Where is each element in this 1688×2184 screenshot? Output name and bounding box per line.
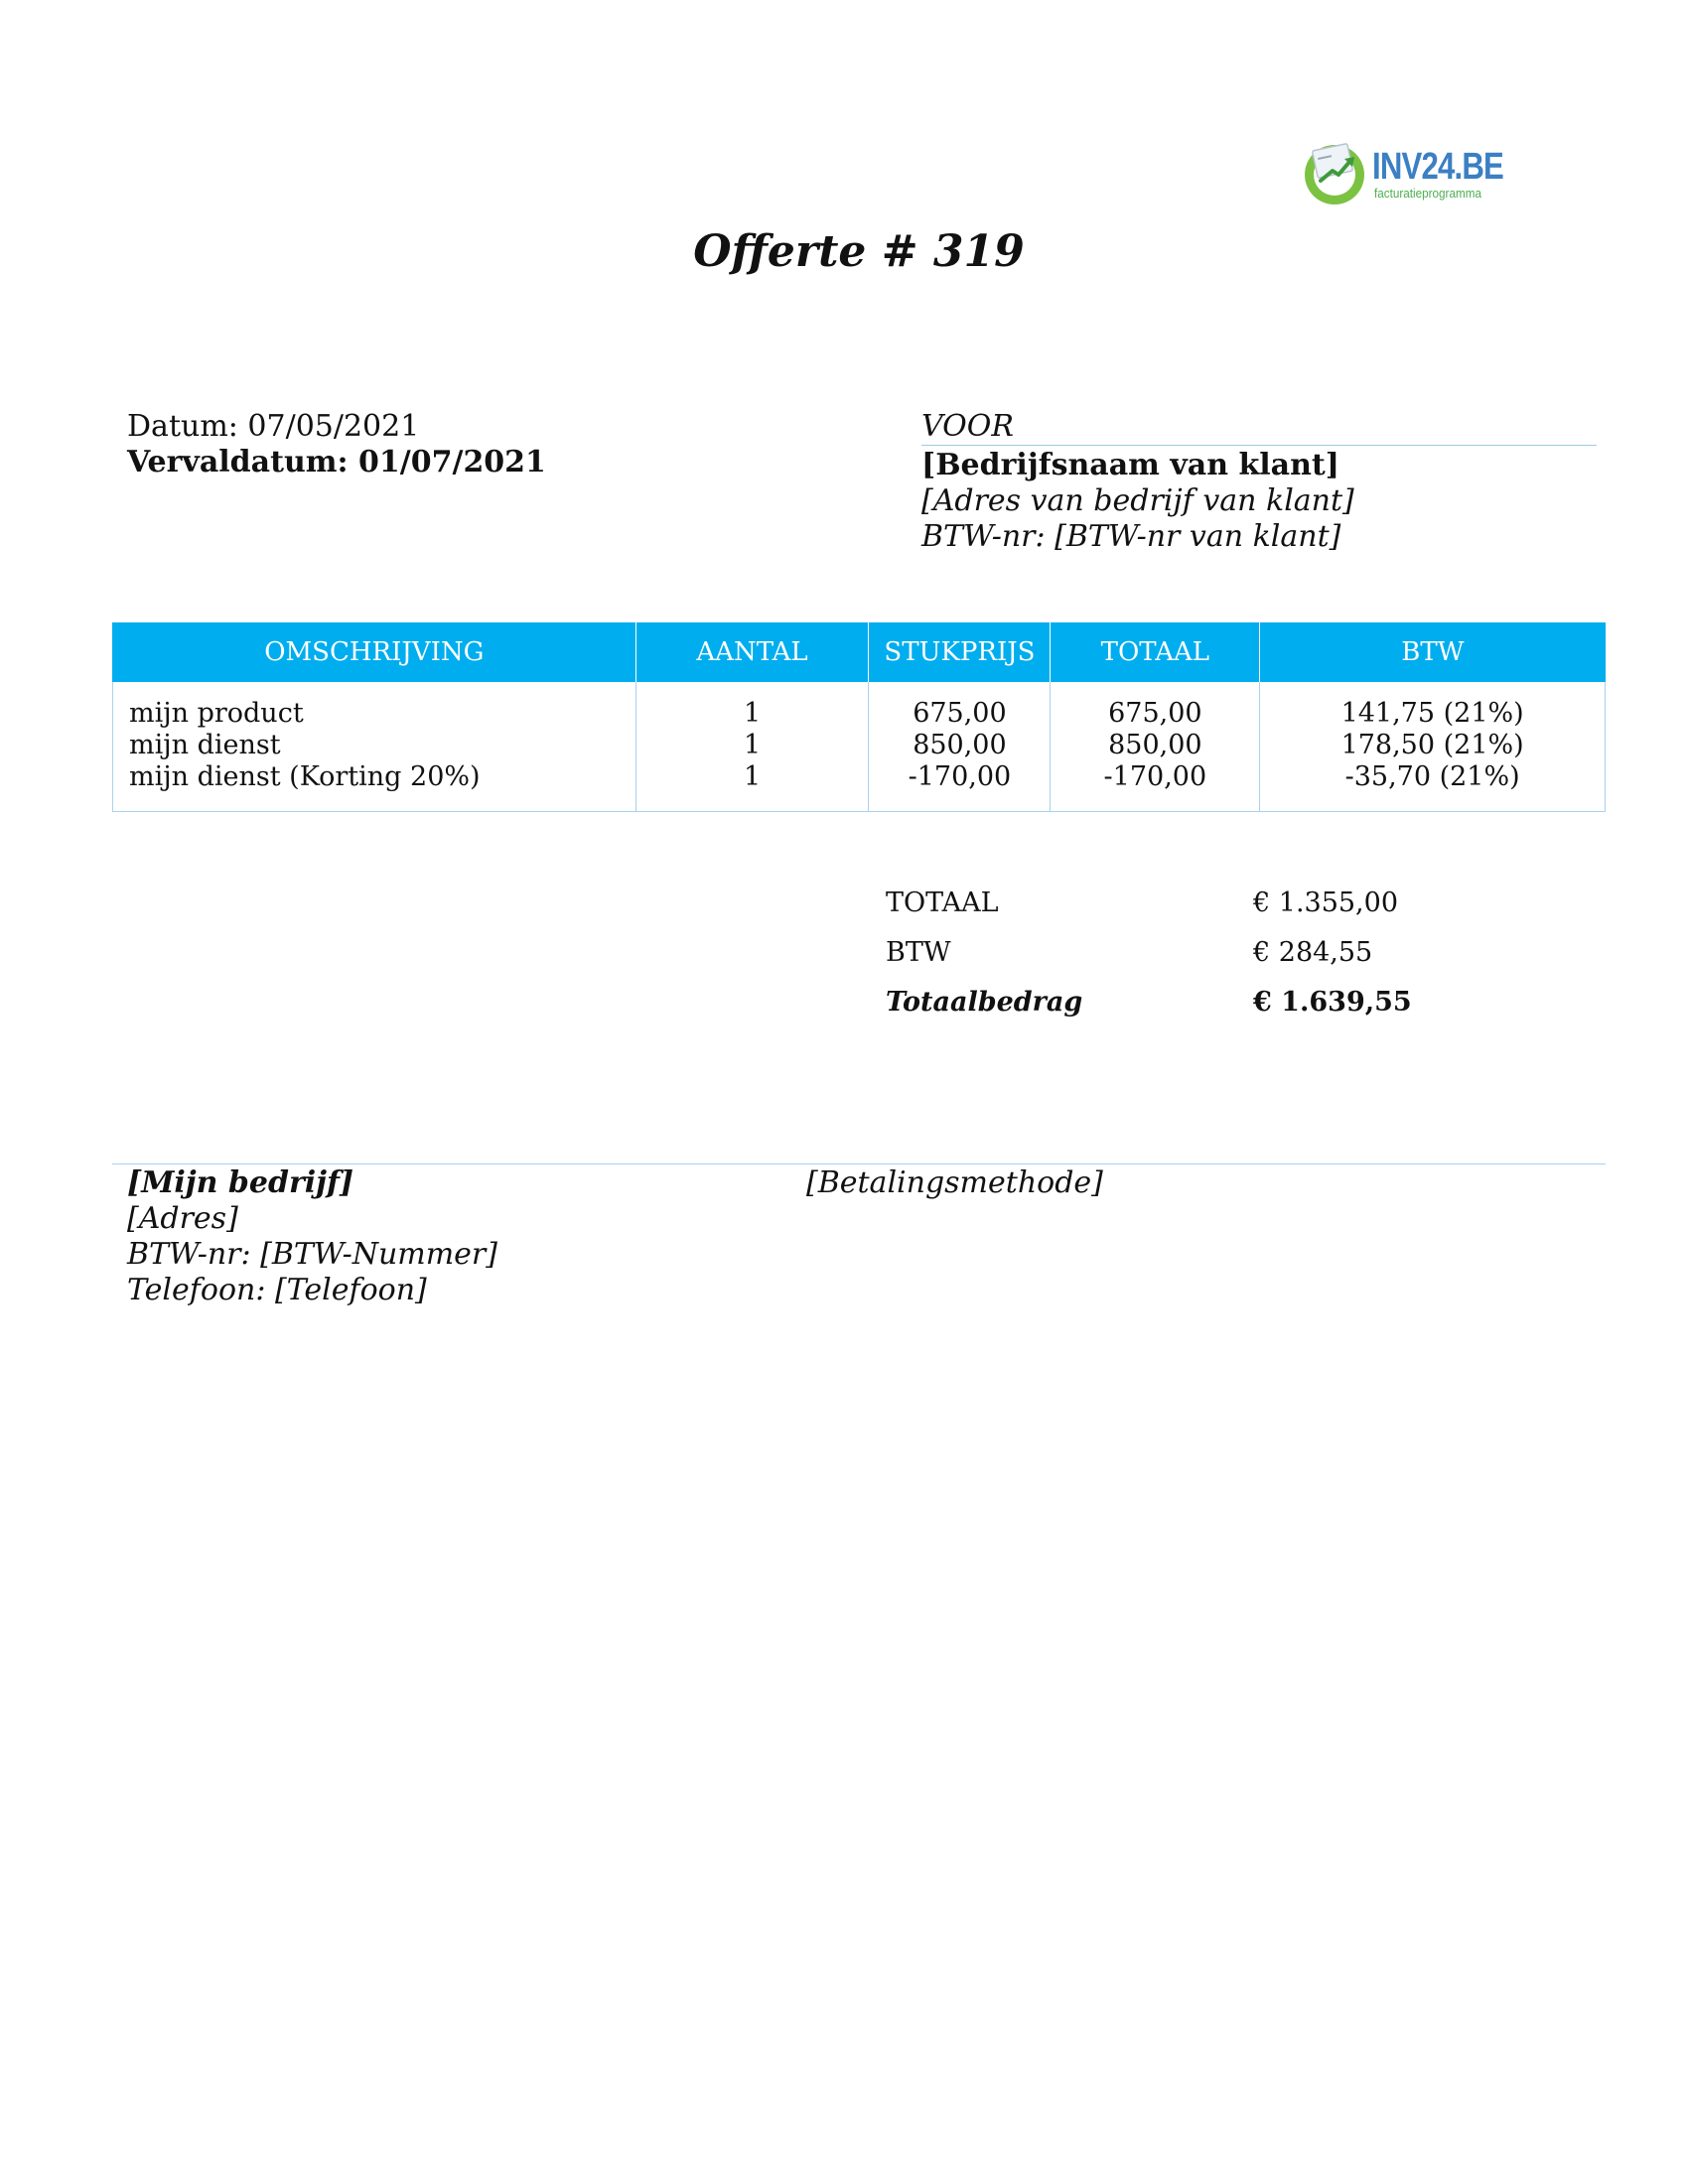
item-total: 675,00 [1108,698,1202,729]
item-total: 850,00 [1108,730,1202,760]
column-header-unit-price: STUKPRIJS [869,622,1051,682]
line-items-table [112,622,1606,812]
logo-emblem-icon [1301,137,1372,208]
item-unit-price: 850,00 [913,730,1007,760]
sender-company-name: [Mijn bedrijf] [127,1165,354,1200]
sender-phone: Telefoon: [Telefoon] [127,1273,427,1307]
sender-block [127,1165,497,1308]
client-name: [Bedrijfsnaam van klant] [921,448,1339,482]
grand-total-value: € 1.639,55 [1253,987,1412,1018]
vat-total-label: BTW [886,937,951,968]
item-description: mijn product [129,698,304,729]
client-vat-number: BTW-nr: [BTW-nr van klant] [921,519,1341,554]
grand-total-label: Totaalbedrag [886,987,1083,1018]
company-logo [1301,137,1503,216]
item-total: -170,00 [1103,761,1207,792]
column-header-vat: BTW [1260,622,1606,682]
client-heading: VOOR [921,409,1597,446]
payment-method: [Betalingsmethode] [806,1165,1103,1200]
item-quantity: 1 [743,730,762,760]
client-address: [Adres van bedrijf van klant] [921,483,1354,518]
document-title: Offerte # 319 [693,226,1025,277]
item-description: mijn dienst [129,730,281,760]
item-unit-price: 675,00 [913,698,1007,729]
item-description: mijn dienst (Korting 20%) [129,761,481,792]
column-header-description: OMSCHRIJVING [113,622,636,682]
subtotal-label: TOTAAL [886,887,999,918]
unit-price-cell [869,682,1051,812]
client-block [921,409,1597,555]
column-header-quantity: AANTAL [635,622,869,682]
item-vat: -35,70 (21%) [1344,761,1520,792]
item-quantity: 1 [743,761,762,792]
dates-block [127,409,546,480]
item-vat: 141,75 (21%) [1340,698,1524,729]
column-header-total: TOTAAL [1051,622,1260,682]
total-cell [1051,682,1260,812]
item-vat: 178,50 (21%) [1340,730,1524,760]
sender-vat-number: BTW-nr: [BTW-Nummer] [127,1237,497,1272]
vat-total-value: € 284,55 [1253,937,1373,968]
logo-tagline: facturatieprogramma [1374,186,1481,201]
due-date: Vervaldatum: 01/07/2021 [127,445,546,479]
totals-block [886,887,1442,1036]
table-header-row [113,622,1606,682]
vat-cell [1260,682,1606,812]
table-row [113,682,1606,812]
subtotal-value: € 1.355,00 [1253,887,1398,918]
footer-divider [112,1163,1606,1164]
logo-wordmark: INV24.BE [1372,146,1503,188]
subtotal-row [886,887,1442,937]
issue-date: Datum: 07/05/2021 [127,409,420,444]
description-cell [113,682,636,812]
item-unit-price: -170,00 [908,761,1012,792]
item-quantity: 1 [743,698,762,729]
quantity-cell [635,682,869,812]
grand-total-row [886,987,1442,1036]
vat-total-row [886,937,1442,987]
sender-address: [Adres] [127,1201,238,1236]
